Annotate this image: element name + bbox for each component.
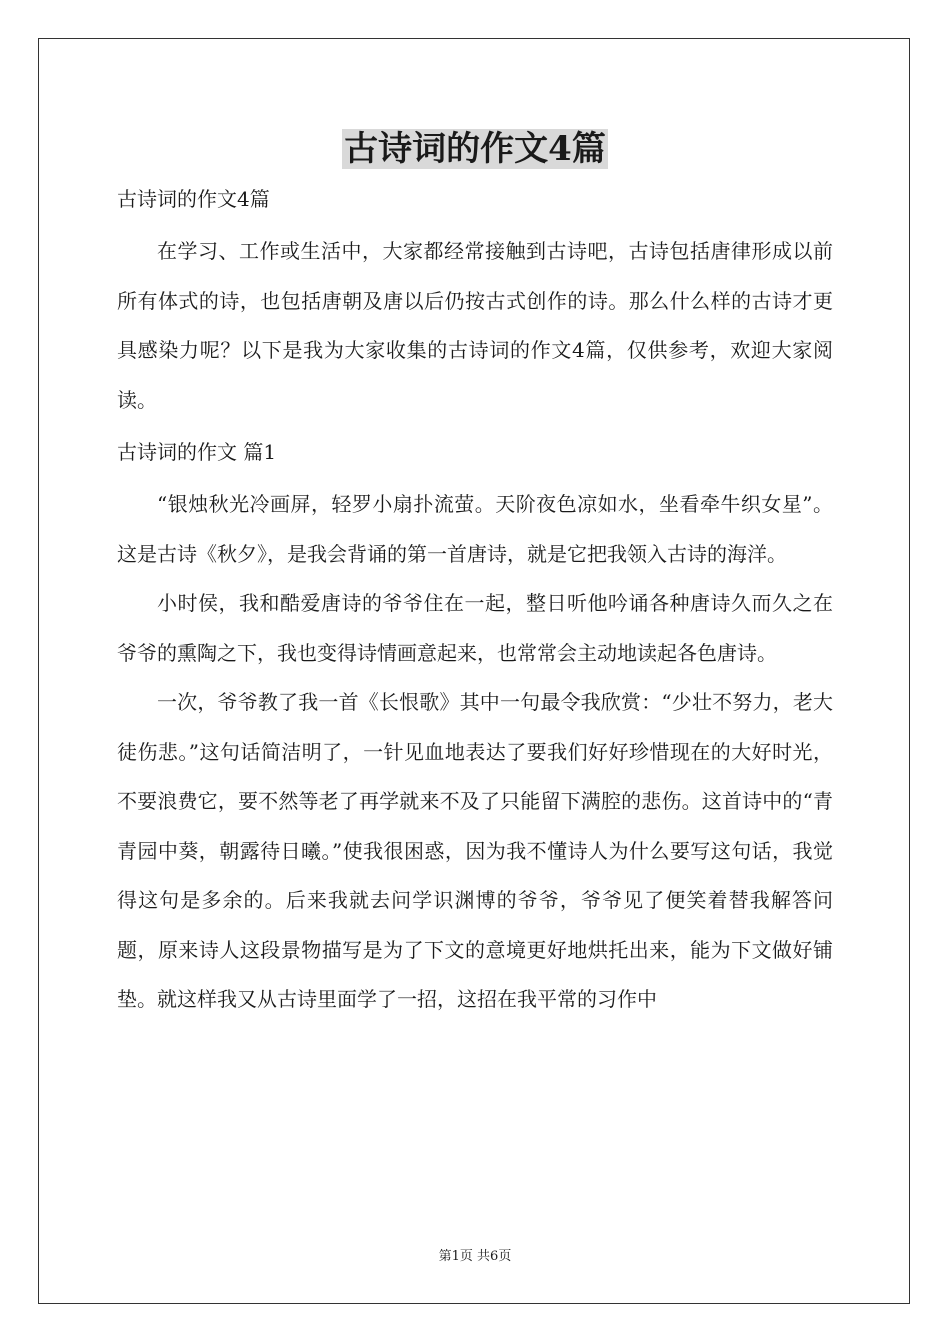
document-subtitle: 古诗词的作文4篇	[117, 187, 270, 211]
body-paragraph-2: 小时侯，我和酷爱唐诗的爷爷住在一起，整日听他吟诵各种唐诗久而久之在爷爷的熏陶之下，我也变得诗情画意起来，也常常会主动地读起各色唐诗。	[117, 591, 833, 665]
body-paragraph-1: “银烛秋光冷画屏，轻罗小扇扑流萤。天阶夜色凉如水，坐看牵牛织女星”。这是古诗《秋夕》，是我会背诵的第一首唐诗，就是它把我领入古诗的海洋。	[117, 492, 833, 566]
intro-paragraph: 在学习、工作或生活中，大家都经常接触到古诗吧，古诗包括唐律形成以前所有体式的诗，也包括唐朝及唐以后仍按古式创作的诗。那么什么样的古诗才更具感染力呢？以下是我为大家收集的古诗词的作文4篇，仅供参考，欢迎大家阅读。	[117, 239, 833, 412]
body-paragraph-3: 一次，爷爷教了我一首《长恨歌》其中一句最令我欣赏：“少壮不努力，老大徒伤悲。”这句话简洁明了，一针见血地表达了要我们好好珍惜现在的大好时光，不要浪费它，要不然等老了再学就来不及了只能留下满腔的悲伤。这首诗中的“青青园中葵，朝露待日曦。”使我很困惑，因为我不懂诗人为什么要写这句话，我觉得这句是多余的。后来我就去问学识渊博的爷爷，爷爷见了便笑着替我解答问题，原来诗人这段景物描写是为了下文的意境更好地烘托出来，能为下文做好铺垫。就这样我又从古诗里面学了一招，这招在我平常的习作中	[117, 690, 833, 1011]
document-title-text: 古诗词的作文4篇	[344, 129, 606, 169]
section-heading: 古诗词的作文 篇1	[117, 440, 277, 464]
page-footer: 第1页 共6页	[438, 1249, 512, 1264]
document-body	[117, 181, 833, 1025]
document-title	[0, 127, 950, 171]
